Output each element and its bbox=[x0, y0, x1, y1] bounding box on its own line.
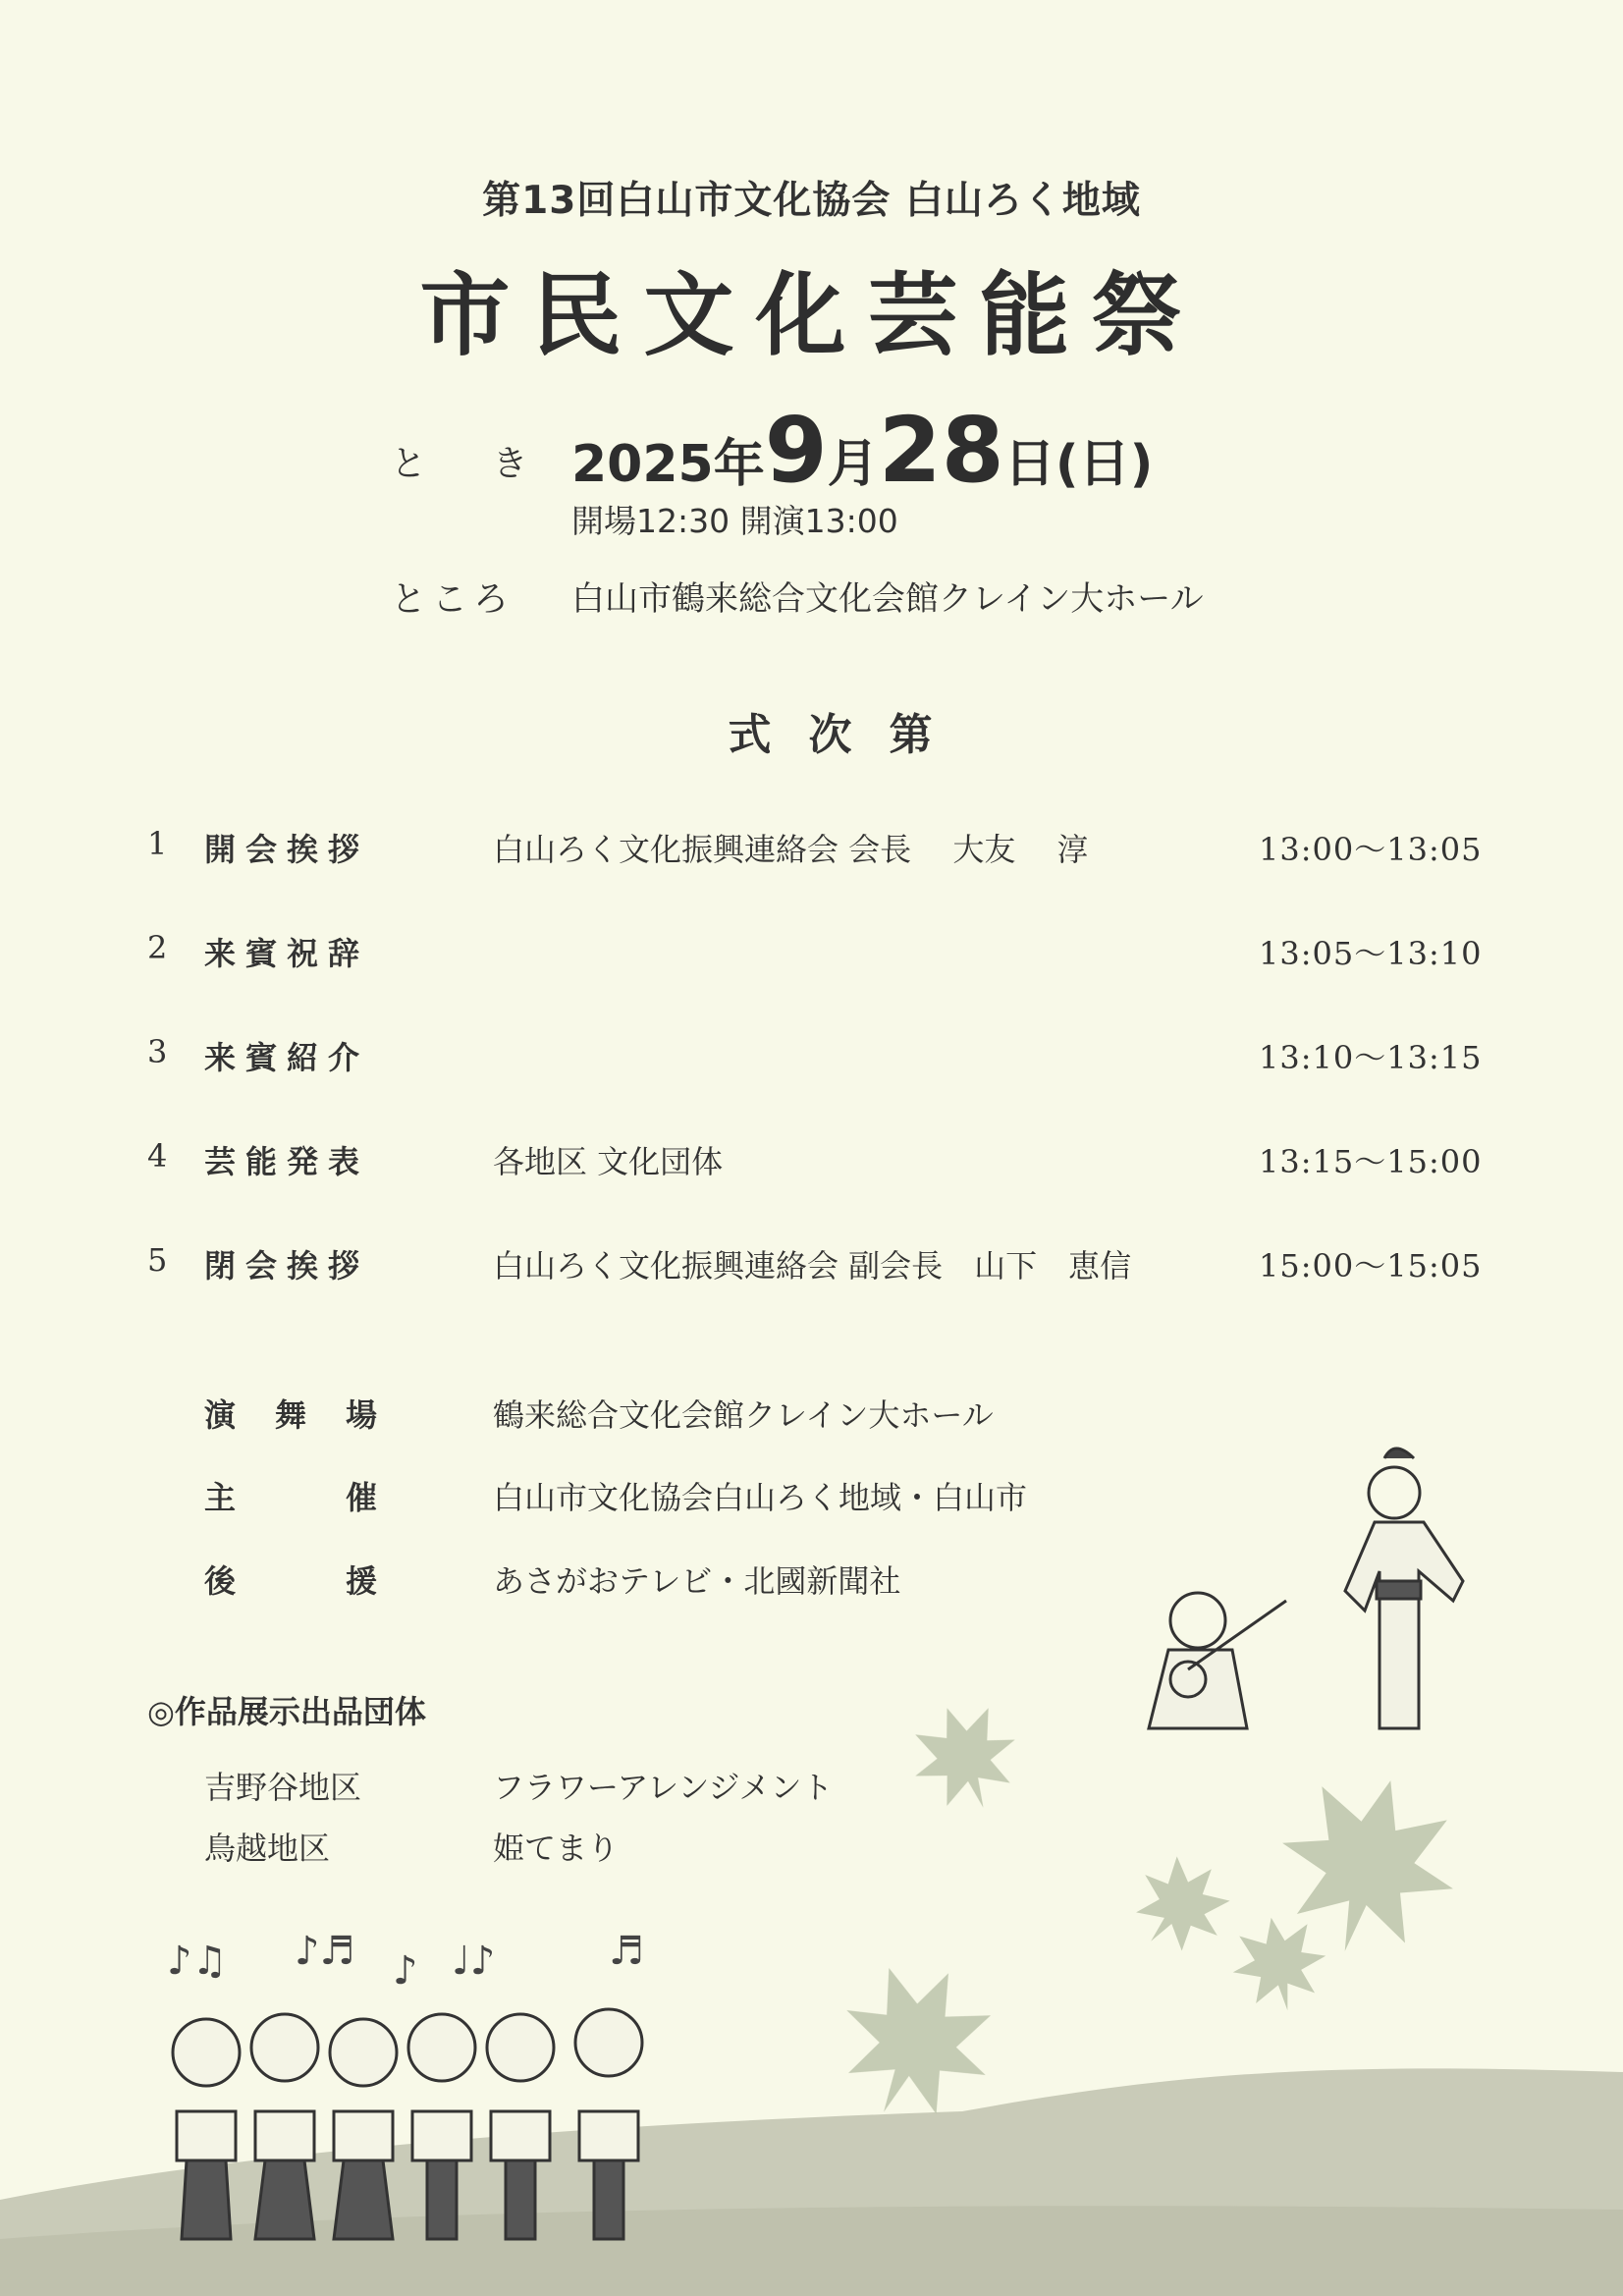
item-time: 13:05～13:10 bbox=[1259, 935, 1483, 972]
date-day-unit: 日 bbox=[1003, 435, 1055, 494]
svg-text:♪: ♪ bbox=[393, 1948, 418, 1994]
event-title: 市民文化芸能祭 bbox=[419, 263, 1204, 368]
item-description: 白山ろく文化振興連絡会 会長 大友 淳 bbox=[493, 831, 1089, 868]
item-name: 来賓紹介 bbox=[204, 1039, 370, 1076]
exhibition-group: 鳥越地区 bbox=[204, 1830, 331, 1867]
item-time: 13:10～13:15 bbox=[1259, 1039, 1483, 1076]
event-date bbox=[571, 398, 1153, 503]
info-row-venue bbox=[0, 1391, 1623, 1440]
program-item bbox=[0, 1137, 1623, 1186]
program-item bbox=[0, 1241, 1623, 1290]
info-value: あさがおテレビ・北國新聞社 bbox=[493, 1562, 901, 1600]
date-year: 2025年 bbox=[571, 435, 765, 494]
where-label: ところ bbox=[391, 579, 515, 620]
item-number: 1 bbox=[147, 825, 168, 862]
program-item bbox=[0, 929, 1623, 978]
item-number: 4 bbox=[147, 1137, 168, 1175]
program-item bbox=[0, 1033, 1623, 1082]
program-title: 式次第 bbox=[728, 710, 970, 760]
item-number: 3 bbox=[147, 1033, 168, 1070]
date-weekday: (日) bbox=[1055, 435, 1154, 494]
item-description: 白山ろく文化振興連絡会 副会長 山下 恵信 bbox=[493, 1247, 1132, 1285]
when-label: と き bbox=[391, 444, 556, 484]
info-label: 後援 bbox=[204, 1562, 377, 1600]
item-time: 15:00～15:05 bbox=[1259, 1247, 1483, 1285]
item-name: 開会挨拶 bbox=[204, 831, 370, 868]
item-name: 来賓祝辞 bbox=[204, 935, 370, 972]
event-subtitle: 第13回白山市文化協会 白山ろく地域 bbox=[482, 179, 1141, 223]
item-time: 13:00～13:05 bbox=[1259, 831, 1483, 868]
svg-text:♪♫: ♪♫ bbox=[167, 1939, 228, 1984]
exhibition-work: 姫てまり bbox=[493, 1830, 620, 1867]
exhibition-heading: ◎作品展示出品団体 bbox=[147, 1693, 426, 1730]
exhibition-group: 吉野谷地区 bbox=[204, 1769, 362, 1806]
item-name: 芸能発表 bbox=[204, 1143, 370, 1180]
info-value: 白山市文化協会白山ろく地域・白山市 bbox=[493, 1479, 1028, 1516]
info-label: 主催 bbox=[204, 1479, 377, 1516]
svg-text:♬: ♬ bbox=[609, 1929, 644, 1974]
date-day: 28 bbox=[878, 398, 1004, 503]
item-description: 各地区 文化団体 bbox=[493, 1143, 724, 1180]
program-item bbox=[0, 825, 1623, 874]
info-label: 演舞場 bbox=[204, 1396, 377, 1434]
maple-leaves-illustration bbox=[818, 1669, 1623, 2219]
svg-text:♪♬: ♪♬ bbox=[295, 1929, 355, 1974]
venue-name: 白山市鶴来総合文化会館クレイン大ホール bbox=[571, 579, 1204, 619]
door-times: 開場12:30 開演13:00 bbox=[571, 502, 898, 540]
info-value: 鶴来総合文化会館クレイン大ホール bbox=[493, 1396, 994, 1434]
svg-text:♩♪: ♩♪ bbox=[452, 1939, 496, 1984]
performers-illustration bbox=[1100, 1434, 1512, 1748]
exhibition-work: フラワーアレンジメント bbox=[493, 1769, 834, 1806]
choir-illustration bbox=[157, 1915, 687, 2269]
item-time: 13:15～15:00 bbox=[1259, 1143, 1483, 1180]
date-month: 9 bbox=[764, 398, 828, 503]
item-number: 5 bbox=[147, 1241, 168, 1279]
item-name: 閉会挨拶 bbox=[204, 1247, 370, 1285]
item-number: 2 bbox=[147, 929, 168, 966]
date-month-unit: 月 bbox=[827, 435, 879, 494]
